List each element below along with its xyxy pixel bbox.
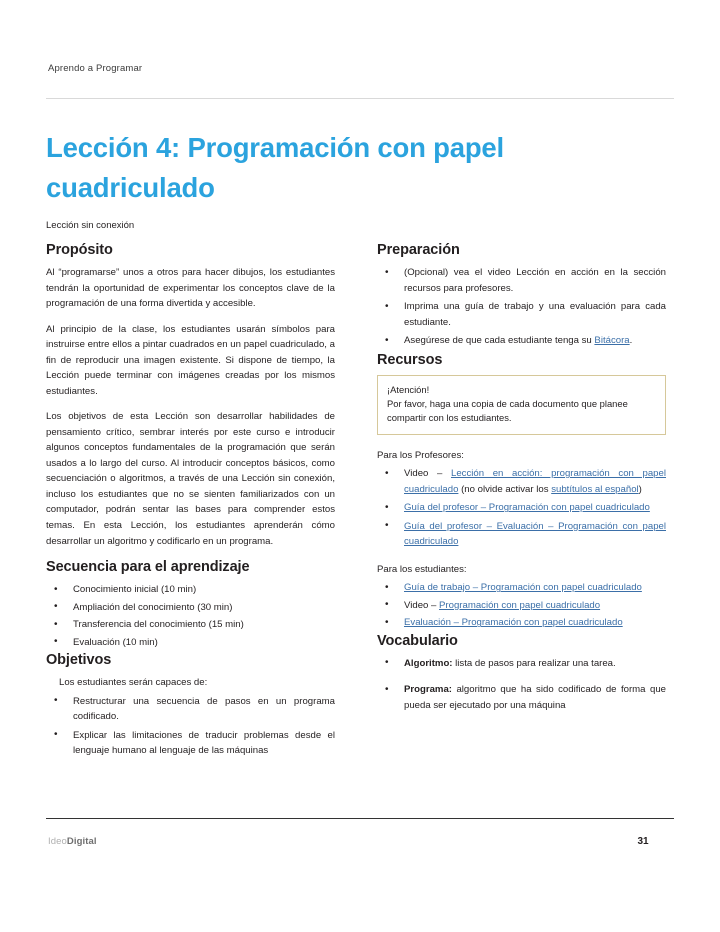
footer-logo-light: Ideo (48, 836, 67, 847)
list-item (377, 682, 666, 713)
footer-divider (46, 818, 674, 819)
list-item (377, 580, 666, 596)
proposito-paragraph-1: Al “programarse” unos a otros para hacer dibujos, los estudiantes tendrán la oportunidad de experimentar los conceptos clave de la programación de una forma divertida y accesible. (46, 267, 335, 310)
link-evaluacion-programacion[interactable]: Evaluación – Programación con papel cuadriculado (404, 617, 623, 629)
objetivos-list (46, 694, 335, 759)
heading-objetivos: Objetivos (46, 652, 112, 669)
item-text-suffix: ) (638, 483, 642, 495)
link-bitacora[interactable]: Bitácora (594, 335, 630, 347)
link-guia-profesor[interactable]: Guía del profesor – Programación con papel cuadriculado (404, 502, 650, 514)
list-item: • Explicar las limitaciones de traducir problemas desde el lenguaje humano al lenguaje de las máquinas (46, 728, 335, 759)
item-text: Imprima una guía de trabajo y una evaluación para cada estudiante. (404, 301, 666, 328)
heading-vocabulario: Vocabulario (377, 632, 458, 649)
list-item (377, 299, 666, 330)
heading-secuencia: Secuencia para el aprendizaje (46, 559, 250, 576)
list-item (377, 656, 666, 672)
list-spacer (377, 553, 666, 562)
list-item (377, 598, 666, 614)
callout-body: Por favor, haga una copia de cada documento que planee compartir con los estudiantes. (387, 397, 628, 424)
teachers-resources-list (377, 466, 666, 550)
list-item: • Ampliación del conocimiento (30 min) (46, 600, 335, 616)
list-item (377, 500, 666, 516)
vocab-term: Programa: (404, 684, 452, 696)
proposito-paragraph-2: Al principio de la clase, los estudiantes usarán símbolos para instruirse entre ellos a pintar cuadrados en un papel cuadriculado, a fin de reproducir una imagen existente. Si dispone de tiempo, la Lección puede terminar con imágenes creadas por los mismos estudiantes. (46, 323, 335, 397)
vocabulario-list (377, 656, 666, 714)
list-item: • Evaluación (10 min) (46, 635, 335, 651)
item-text: Asegúrese de que cada estudiante tenga su (404, 335, 595, 347)
list-item: • Conocimiento inicial (10 min) (46, 582, 335, 598)
running-head: Aprendo a Programar (48, 63, 143, 74)
students-label: Para los estudiantes: (377, 563, 467, 575)
item-text: Video – (404, 599, 440, 611)
link-video-leccion-en-accion[interactable]: Lección en acción: programación con papel cuadriculado (404, 468, 666, 495)
vocab-term: Algoritmo: (404, 657, 453, 669)
page-title: Lección 4: Programación con papel cuadriculado (46, 132, 504, 203)
list-item (377, 333, 666, 349)
page-number: 31 (637, 836, 649, 847)
teachers-label: Para los Profesores: (377, 449, 464, 461)
list-item: • Transferencia del conocimiento (15 min) (46, 617, 335, 633)
item-text-mid: (no olvide activar los (458, 483, 552, 495)
list-item (377, 265, 666, 296)
heading-proposito: Propósito (46, 242, 113, 258)
footer-logo-dark: Digital (66, 836, 97, 847)
students-resources-list (377, 580, 666, 631)
list-item (377, 519, 666, 550)
left-column (46, 242, 335, 762)
heading-preparacion: Preparación (377, 242, 460, 258)
list-item: • Restructurar una secuencia de pasos en un programa codificado. (46, 694, 335, 725)
attention-callout (377, 375, 666, 435)
link-subtitulos-espanol[interactable]: subtítulos al español (551, 483, 639, 495)
link-guia-profesor-evaluacion[interactable]: Guía del profesor – Evaluación – Programación con papel cuadriculado (404, 520, 666, 548)
preparacion-list (377, 265, 666, 349)
right-column (377, 242, 666, 724)
item-text: (Opcional) vea el video Lección en acción en la sección recursos para profesores. (404, 267, 666, 294)
secuencia-list (46, 582, 335, 650)
item-text: Video – (404, 468, 451, 480)
link-guia-de-trabajo[interactable]: Guía de trabajo – Programación con papel cuadriculado (404, 582, 642, 594)
page-subtitle: Lección sin conexión (46, 220, 135, 231)
list-item (377, 615, 666, 631)
vocab-definition: algoritmo que ha sido codificado de forma que pueda ser ejecutado por una máquina (404, 684, 666, 711)
item-text-suffix: . (629, 335, 633, 347)
vocab-definition: lista de pasos para realizar una tarea. (452, 657, 616, 669)
heading-recursos: Recursos (377, 351, 443, 368)
list-item (377, 466, 666, 497)
callout-title: ¡Atención! (387, 383, 430, 395)
link-video-programacion[interactable]: Programación con papel cuadriculado (439, 599, 601, 611)
footer-logo (48, 836, 97, 847)
objetivos-lead: Los estudiantes serán capaces de: (59, 677, 208, 689)
header-divider (46, 98, 674, 99)
proposito-paragraph-3: Los objetivos de esta Lección son desarrollar habilidades de pensamiento crítico, sembrar interés por este curso e introducir algunos conceptos fundamentales de la programación que serán usados a lo largo del curso. Al introducir conceptos básicos, como secuenciación o algoritmos, a través de una Lección sin conexión, incluso los estudiantes que no se sienten familiarizados con un computador, podrán sentar las bases para comprender estos temas. En esta Lección, los estudiantes aprenderán cómo desarrollar un algoritmo y codificarlo en un programa. (46, 411, 335, 547)
